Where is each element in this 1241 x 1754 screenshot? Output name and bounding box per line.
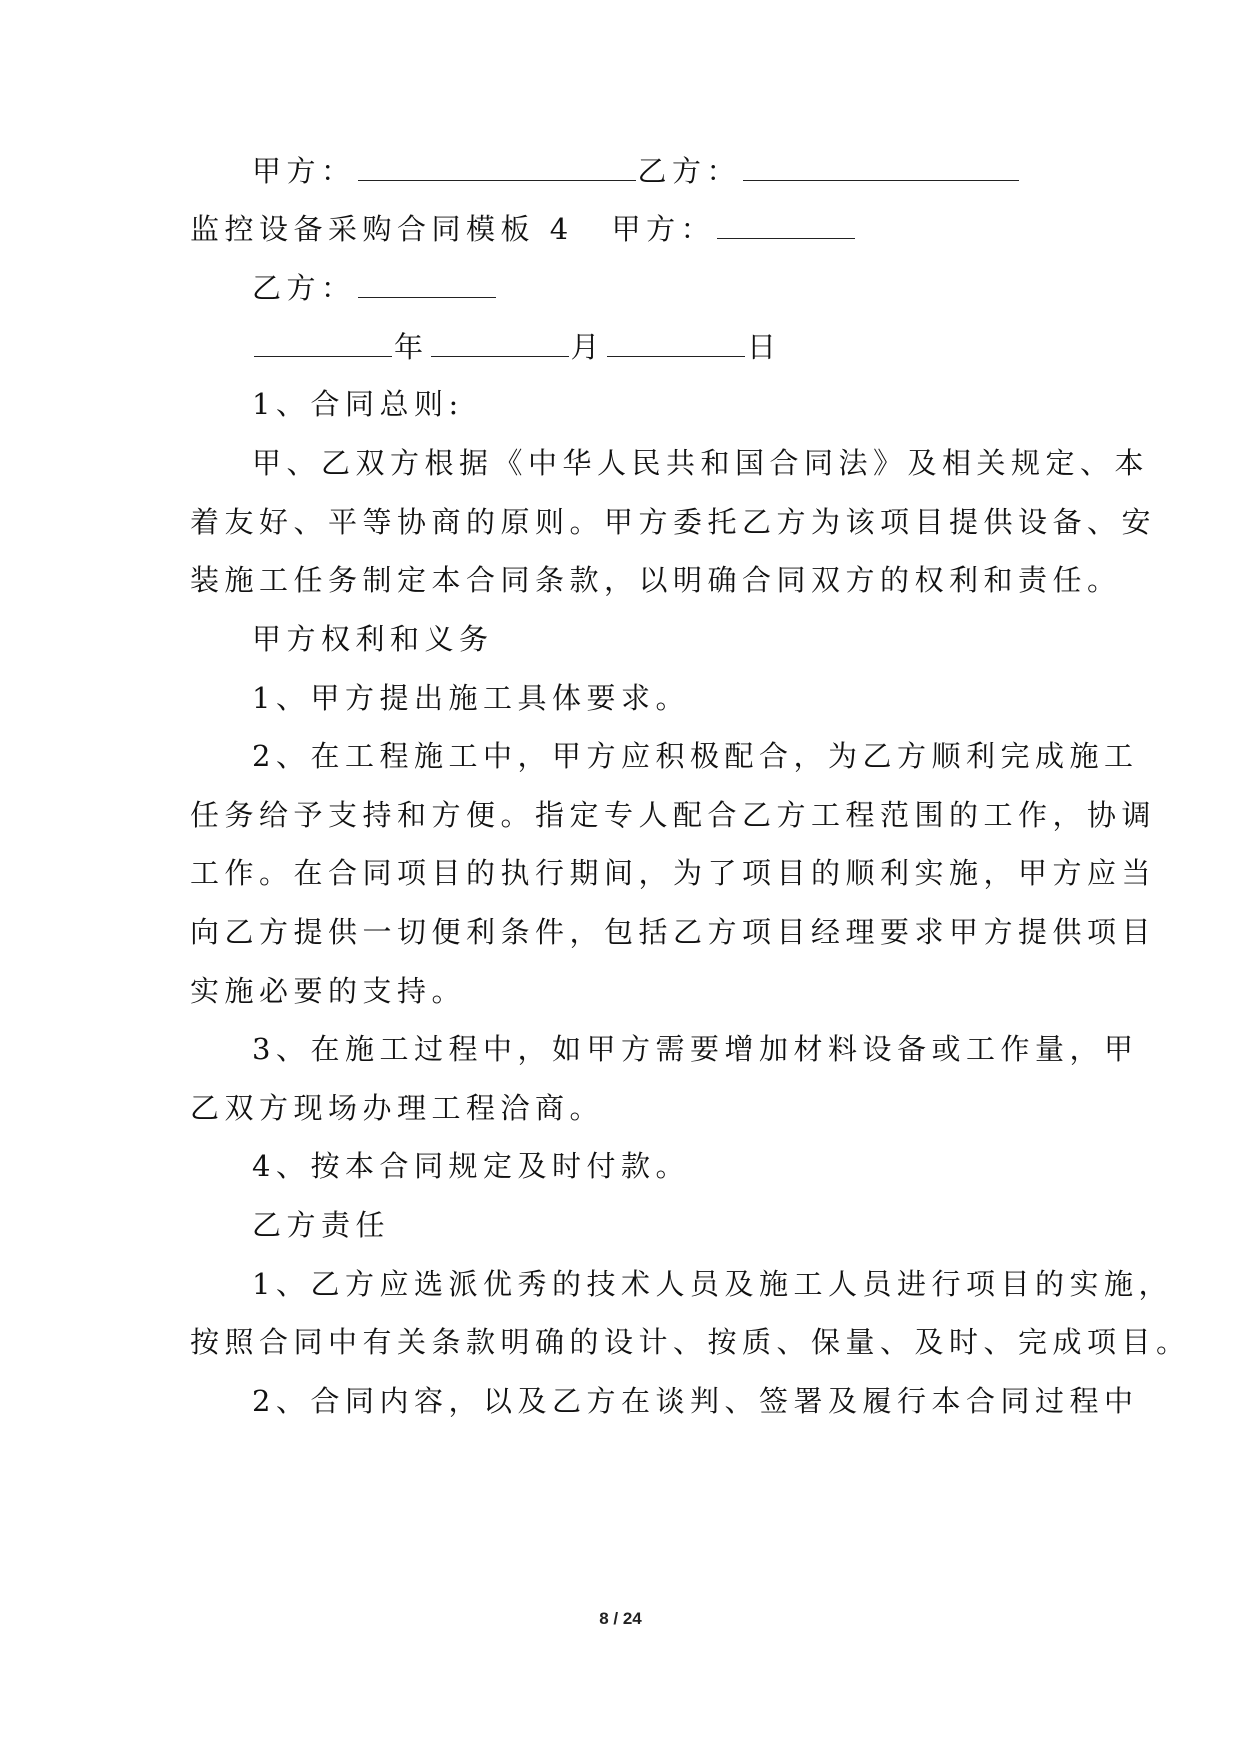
party-a-blank [358, 150, 636, 181]
title-line [190, 208, 857, 249]
party-b-line [252, 267, 498, 308]
month-label: 月 [570, 330, 606, 364]
paragraph-line: 乙双方现场办理工程洽商。 [190, 1091, 605, 1125]
paragraph-line: 2、在工程施工中，甲方应积极配合，为乙方顺利完成施工 [252, 739, 1139, 773]
month-blank [431, 326, 569, 357]
party-a-label: 甲方： [252, 154, 356, 188]
party-b-label: 乙方： [637, 154, 742, 188]
paragraph-line: 实施必要的支持。 [190, 974, 467, 1008]
page-number: 8 / 24 [599, 1609, 642, 1628]
paragraph-line: 按照合同中有关条款明确的设计、按质、保量、及时、完成项目。 [190, 1325, 1191, 1359]
paragraph-line: 向乙方提供一切便利条件，包括乙方项目经理要求甲方提供项目 [190, 915, 1157, 949]
year-blank [254, 326, 392, 357]
date-line [252, 326, 782, 367]
paragraph-line: 1、乙方应选派优秀的技术人员及施工人员进行项目的实施， [252, 1267, 1173, 1301]
paragraph-line: 装施工任务制定本合同条款，以明确合同双方的权利和责任。 [190, 563, 1122, 597]
section-heading: 1、合同总则: [252, 387, 464, 421]
party-line [252, 150, 1021, 191]
party-a-label-2: 甲方： [611, 212, 716, 246]
paragraph-line: 甲、乙双方根据《中华人民共和国合同法》及相关规定、本 [252, 446, 1150, 480]
paragraph-line: 2、合同内容，以及乙方在谈判、签署及履行本合同过程中 [252, 1384, 1139, 1418]
paragraph-line: 着友好、平等协商的原则。甲方委托乙方为该项目提供设备、安 [190, 505, 1157, 539]
party-b-blank [743, 150, 1019, 181]
year-label: 年 [394, 330, 429, 364]
paragraph-line: 4、按本合同规定及时付款。 [252, 1149, 690, 1183]
paragraph-line: 1、甲方提出施工具体要求。 [252, 681, 690, 715]
party-b-blank-2 [358, 267, 496, 298]
party-b-label-2: 乙方： [252, 271, 356, 305]
contract-title: 监控设备采购合同模板 4 [190, 212, 574, 246]
subheading-party-a: 甲方权利和义务 [252, 622, 494, 656]
subheading-party-b: 乙方责任 [252, 1208, 391, 1242]
day-blank [607, 326, 745, 357]
day-label: 日 [747, 330, 782, 364]
paragraph-line: 3、在施工过程中，如甲方需要增加材料设备或工作量，甲 [252, 1032, 1139, 1066]
party-a-blank-2 [717, 208, 855, 239]
paragraph-line: 工作。在合同项目的执行期间，为了项目的顺利实施，甲方应当 [190, 856, 1157, 890]
paragraph-line: 任务给予支持和方便。指定专人配合乙方工程范围的工作，协调 [190, 798, 1157, 832]
